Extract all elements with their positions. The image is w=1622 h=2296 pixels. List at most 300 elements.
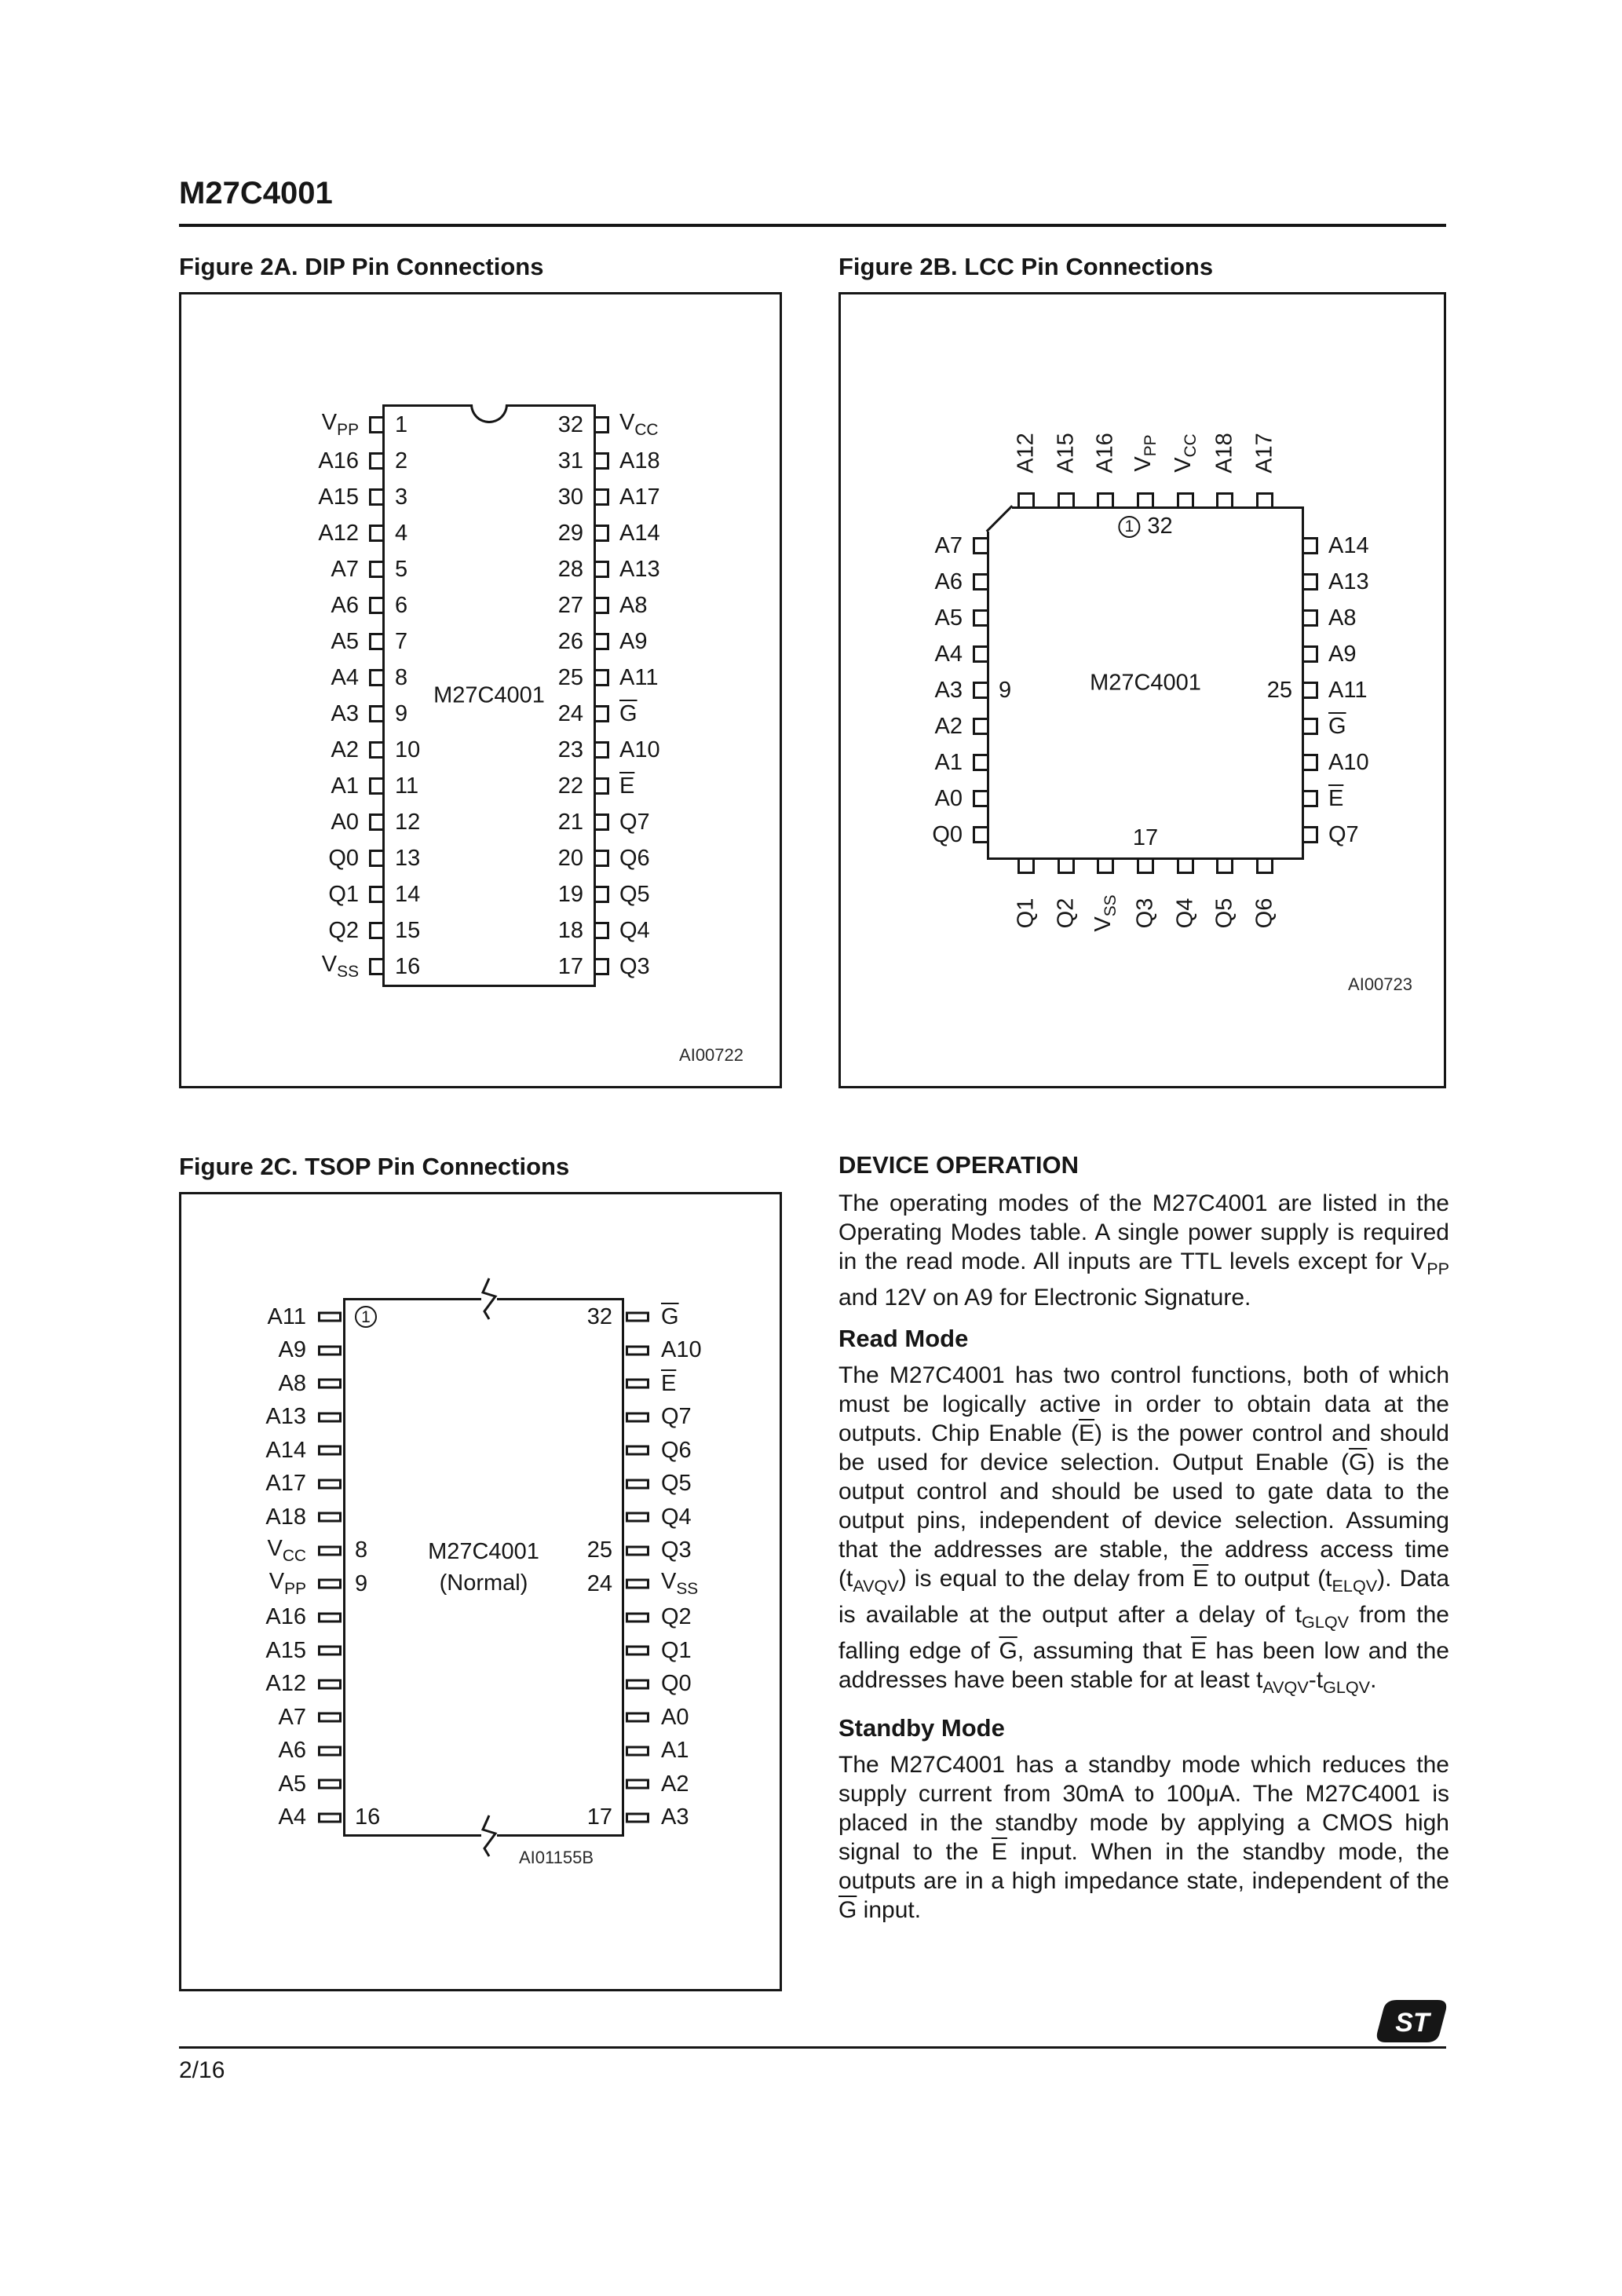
dip-pin-label-left: Q1	[328, 881, 359, 907]
dip-pin-label-left: A0	[331, 809, 359, 835]
tsop-chip-name: M27C4001	[428, 1539, 539, 1564]
lcc-pin-lead-bottom-icon	[1177, 860, 1194, 874]
lcc-top-pin	[1251, 414, 1279, 506]
tsop-pin-label-right: A3	[661, 1804, 689, 1830]
figure-2a-note: AI00722	[679, 1045, 743, 1065]
lcc-pin-lead-right-icon	[1304, 609, 1318, 627]
tsop-pin-row	[278, 1334, 702, 1368]
dip-pin-number-right: 32	[557, 411, 583, 437]
lcc-pin-label-bottom: $V_{SS}$	[1090, 894, 1120, 932]
tsop-pin-number-right: 32	[586, 1303, 612, 1329]
dip-pin-lead-right-icon	[596, 561, 609, 578]
tsop-pin-lead-left-icon	[318, 1612, 342, 1622]
lcc-bottom-pin	[1091, 860, 1120, 952]
figure-2c-note: AI01155B	[519, 1848, 594, 1867]
dip-pin-row	[318, 515, 660, 551]
figure-2b-lcc-diagram	[838, 292, 1446, 1088]
dip-pin-number-right: 26	[557, 628, 583, 654]
dip-pin-row	[331, 804, 650, 840]
tsop-pin-label-right: Q6	[661, 1437, 692, 1463]
dip-pin-lead-right-icon	[596, 597, 609, 614]
dip-pin-row	[331, 587, 648, 623]
lcc-bottom-pin	[1052, 860, 1080, 952]
lcc-pin32-number: 32	[1147, 514, 1173, 539]
dip-pin-label-left: A15	[318, 484, 359, 510]
dip-pin-lead-right-icon	[596, 886, 609, 903]
tsop-pin-row	[265, 1401, 692, 1435]
tsop-pin-label-left: A11	[267, 1303, 306, 1329]
tsop-pin-lead-right-icon	[626, 1345, 649, 1355]
device-operation-heading: DEVICE OPERATION	[838, 1151, 1080, 1179]
dip-pin-label-left: $V_{PP}$	[321, 410, 359, 439]
tsop-pin-row	[278, 1735, 689, 1768]
tsop-pin-lead-right-icon	[626, 1446, 649, 1456]
dip-pin-lead-right-icon	[596, 525, 609, 542]
dip-pin-label-left: Q0	[328, 845, 359, 871]
lcc-pin-lead-right-icon	[1304, 645, 1318, 663]
tsop-pin-label-left: A8	[278, 1370, 306, 1396]
lcc-pin-lead-left-icon	[973, 790, 987, 807]
dip-pin-number-right: 17	[557, 953, 583, 979]
dip-pin-lead-right-icon	[596, 922, 609, 939]
lcc-pin-label-bottom: Q1	[1013, 898, 1039, 929]
dip-pin-number-left: 15	[395, 917, 421, 943]
tsop-pin-lead-left-icon	[318, 1746, 342, 1756]
tsop-pin-label-left: A13	[265, 1404, 306, 1430]
tsop-pin-row	[269, 1567, 699, 1601]
tsop-pin-lead-left-icon	[318, 1545, 342, 1556]
lcc-pin-lead-right-icon	[1304, 573, 1318, 590]
tsop-pin-lead-left-icon	[318, 1312, 342, 1322]
lcc-pin-lead-left-icon	[973, 609, 987, 627]
dip-pin-label-left: A2	[331, 737, 359, 762]
tsop-pin-label-right: A10	[661, 1337, 702, 1363]
lcc-bottom-pin	[1131, 860, 1160, 952]
dip-pin-number-right: 29	[557, 520, 583, 546]
dip-pin-number-left: 13	[395, 845, 421, 871]
lcc-top-pin	[1211, 414, 1239, 506]
lcc-pin-label-top: A17	[1251, 433, 1277, 473]
lcc-pin-label-top: $V_{PP}$	[1131, 434, 1160, 472]
dip-pin-label-left: A3	[331, 700, 359, 726]
pin1-circle-icon: 1	[355, 1306, 377, 1328]
lcc-pin-row	[934, 564, 1369, 600]
dip-pin-lead-right-icon	[596, 633, 609, 650]
tsop-pin-lead-left-icon	[318, 1512, 342, 1523]
dip-pin-row	[321, 407, 659, 443]
tsop-pin-label-right: Q4	[661, 1504, 692, 1530]
tsop-pin-lead-right-icon	[626, 1412, 649, 1422]
dip-pin-label-right: $\overline{E}$	[619, 773, 635, 799]
lcc-pin-lead-top-icon	[1256, 492, 1273, 506]
lcc-pin-lead-right-icon	[1304, 754, 1318, 771]
dip-pin-number-right: 27	[557, 592, 583, 618]
dip-pin-number-left: 7	[395, 628, 408, 654]
lcc-chip-label: M27C4001	[1090, 670, 1201, 696]
dip-pin-lead-right-icon	[596, 452, 609, 470]
lcc-pin-lead-right-icon	[1304, 718, 1318, 735]
tsop-pin-row	[278, 1768, 689, 1801]
lcc-pin-label-bottom: Q6	[1251, 898, 1277, 929]
dip-pin-number-left: 3	[395, 484, 408, 510]
tsop-pin-lead-right-icon	[626, 1646, 649, 1656]
lcc-pin-lead-left-icon	[973, 573, 987, 590]
lcc-top-pin	[1012, 414, 1040, 506]
st-logo	[1375, 1998, 1448, 2045]
lcc-pin-label-top: A15	[1053, 433, 1079, 473]
lcc-pin-lead-right-icon	[1304, 682, 1318, 699]
lcc-pin-label-bottom: Q5	[1211, 898, 1237, 929]
tsop-pin-label-right: Q3	[661, 1537, 692, 1563]
lcc-top-pin	[1131, 414, 1160, 506]
tsop-pin-label-right: A2	[661, 1771, 689, 1797]
tsop-pin-lead-right-icon	[626, 1312, 649, 1322]
footer-rule	[179, 2046, 1446, 2049]
tsop-pin-row	[265, 1634, 692, 1668]
pin1-circle-icon: 1	[1118, 516, 1140, 538]
lcc-pin-label-right: A8	[1328, 605, 1357, 631]
dip-pin-number-left: 5	[395, 556, 408, 582]
tsop-pin-label-left: A12	[265, 1671, 306, 1697]
lcc-pin-label-left: A5	[934, 605, 963, 631]
lcc-pin-label-left: Q0	[932, 821, 963, 847]
lcc-chip-body	[932, 506, 1369, 860]
tsop-pin-row	[278, 1701, 689, 1735]
dip-pin-number-right: 25	[557, 664, 583, 690]
tsop-pin-row	[265, 1601, 692, 1635]
dip-pin-number-left: 14	[395, 881, 421, 907]
tsop-pin-lead-right-icon	[626, 1479, 649, 1489]
lcc-pin-label-right: A9	[1328, 641, 1357, 667]
figure-2c-tsop-diagram	[179, 1192, 782, 1991]
tsop-pin-lead-left-icon	[318, 1379, 342, 1389]
figure-2a-dip-diagram	[179, 292, 782, 1088]
tsop-pin-label-left: A15	[265, 1637, 306, 1663]
tsop-pin-number-right: 25	[586, 1537, 612, 1563]
dip-pin-label-right: A17	[619, 484, 660, 510]
dip-pin-label-left: A6	[331, 592, 359, 618]
dip-chip-label: M27C4001	[433, 682, 545, 708]
dip-pin-lead-right-icon	[596, 850, 609, 867]
tsop-pin-label-left: A18	[265, 1504, 306, 1530]
dip-pin-label-right: Q5	[619, 881, 650, 907]
lcc-pin-row	[934, 636, 1357, 672]
dip-pin-lead-left-icon	[369, 813, 382, 831]
lcc-pin-lead-top-icon	[1058, 492, 1075, 506]
lcc-pin-label-top: A16	[1092, 433, 1118, 473]
dip-pin-label-right: Q3	[619, 953, 650, 979]
dip-pin-row	[331, 660, 659, 696]
page-number: 2/16	[179, 2057, 225, 2083]
dip-pin-lead-left-icon	[369, 633, 382, 650]
dip-pin-label-right: A8	[619, 592, 648, 618]
lcc-pin-label-bottom: Q4	[1172, 898, 1198, 929]
lcc-pin-lead-bottom-icon	[1256, 860, 1273, 874]
dip-pin-lead-left-icon	[369, 705, 382, 722]
lcc-pin-number-right: 25	[1266, 677, 1292, 703]
tsop-pin-label-right: $\overline{G}$	[661, 1303, 679, 1329]
tsop-pin-lead-right-icon	[626, 1612, 649, 1622]
lcc-pin-label-right: $\overline{E}$	[1328, 785, 1344, 811]
tsop-pin-row	[278, 1367, 677, 1401]
lcc-pin-lead-left-icon	[973, 645, 987, 663]
lcc-pin-label-right: Q7	[1328, 821, 1359, 847]
dip-pin-label-right: A14	[619, 520, 660, 546]
lcc-pin-row	[934, 781, 1344, 817]
dip-pin-label-right: Q7	[619, 809, 650, 835]
lcc-pin-lead-top-icon	[1017, 492, 1035, 506]
dip-pin-row	[318, 443, 660, 479]
tsop-pin-number-right: 24	[586, 1570, 612, 1596]
lcc-pin-label-top: $V_{CC}$	[1170, 433, 1200, 473]
dip-pin-lead-left-icon	[369, 850, 382, 867]
lcc-pin-label-left: A6	[934, 569, 963, 594]
tsop-pin-label-left: $V_{CC}$	[267, 1535, 306, 1565]
tsop-pin-lead-left-icon	[318, 1713, 342, 1723]
dip-pin-number-right: 28	[557, 556, 583, 582]
dip-pin-lead-left-icon	[369, 597, 382, 614]
dip-pin-row	[331, 623, 648, 660]
dip-pin-lead-left-icon	[369, 777, 382, 795]
dip-pin-lead-right-icon	[596, 705, 609, 722]
dip-pin-label-left: $V_{SS}$	[321, 952, 359, 981]
figure-2b-note: AI00723	[1348, 974, 1412, 994]
tsop-pin-number-left: 9	[355, 1570, 368, 1596]
dip-pin-label-left: A7	[331, 556, 359, 582]
tsop-pin-label-right: A1	[661, 1738, 689, 1764]
st-logo-text: ST	[1395, 2008, 1430, 2038]
tsop-pin-label-left: A17	[265, 1471, 306, 1497]
device-operation-section	[838, 1151, 1449, 1931]
tsop-pin-lead-left-icon	[318, 1812, 342, 1823]
tsop-pin-number-right: 17	[586, 1804, 612, 1830]
dip-pin-lead-left-icon	[369, 669, 382, 686]
lcc-pin-row	[934, 708, 1346, 744]
dip-pin-label-right: A18	[619, 448, 660, 473]
lcc-pin-lead-bottom-icon	[1058, 860, 1075, 874]
tsop-pin-number-left	[345, 1306, 377, 1328]
dip-pin-lead-left-icon	[369, 452, 382, 470]
page-title: M27C4001	[179, 176, 1446, 227]
tsop-pin-label-right: A0	[661, 1704, 689, 1730]
lcc-pin-lead-top-icon	[1137, 492, 1154, 506]
dip-pin-label-right: A10	[619, 737, 660, 762]
tsop-pin-row	[267, 1534, 692, 1568]
tsop-pin-lead-right-icon	[626, 1746, 649, 1756]
tsop-pin-lead-right-icon	[626, 1679, 649, 1689]
dip-pin-number-right: 21	[557, 809, 583, 835]
tsop-pin-row	[278, 1801, 689, 1835]
dip-pin-label-left: A4	[331, 664, 359, 690]
dip-pin-lead-right-icon	[596, 958, 609, 975]
dip-pin-number-left: 6	[395, 592, 408, 618]
read-mode-body: The M27C4001 has two control functions, both of which must be logically active in order to obtain data at the outputs. Chip Enable $(\overline{E})$ is the power control and should be used for device selection. Output Enable $(\overline{G})$ is the output control and should be used to gate data to the output pins, independent of device selection. Assuming that the addresses are stable, the address access time $(t_{AVQV})$ is equal to the delay from $\overline{E}$ to output $(t_{ELQV})$. Data is available at the output after a delay of $t_{GLQV}$ from the falling edge of $\overline{G}$, assuming that $\overline{E}$ has been low and the addresses have been stable for at least $t_{AVQV}-t_{GLQV}$.	[838, 1362, 1450, 1697]
dip-pin-row	[321, 949, 650, 985]
lcc-top-pins	[1012, 414, 1279, 506]
tsop-pin-label-left: A6	[278, 1738, 306, 1764]
figure-2a-title: Figure 2A. DIP Pin Connections	[179, 253, 544, 280]
dip-pin-lead-left-icon	[369, 488, 382, 506]
lcc-pin-lead-top-icon	[1177, 492, 1194, 506]
lcc-pin-lead-right-icon	[1304, 790, 1318, 807]
tsop-pin-lead-left-icon	[318, 1646, 342, 1656]
dip-pin-label-right: $V_{CC}$	[619, 410, 659, 439]
dip-pin-number-left: 8	[395, 664, 408, 690]
figure-2b-title: Figure 2B. LCC Pin Connections	[838, 253, 1214, 280]
dip-pin-lead-right-icon	[596, 669, 609, 686]
lcc-pin-label-left: A7	[934, 532, 963, 558]
tsop-pin-label-left: A4	[278, 1804, 306, 1830]
tsop-pin-lead-left-icon	[318, 1345, 342, 1355]
dip-pin-row	[318, 479, 660, 515]
tsop-pin-lead-right-icon	[626, 1713, 649, 1723]
tsop-pin-lead-left-icon	[318, 1679, 342, 1689]
dip-pin-number-right: 18	[557, 917, 583, 943]
dip-pin-lead-left-icon	[369, 525, 382, 542]
dip-pin-number-right: 22	[557, 773, 583, 799]
lcc-pin-lead-left-icon	[973, 718, 987, 735]
tsop-pin-label-right: Q0	[661, 1671, 692, 1697]
tsop-pin-lead-right-icon	[626, 1812, 649, 1823]
lcc-pin-label-top: A12	[1013, 433, 1039, 473]
dip-pin-number-left: 9	[395, 700, 408, 726]
lcc-top-pin	[1091, 414, 1120, 506]
lcc-pin-number-left: 9	[999, 677, 1012, 703]
lcc-pin-row	[934, 600, 1357, 636]
dip-pin-lead-left-icon	[369, 958, 382, 975]
dip-pin-lead-left-icon	[369, 561, 382, 578]
lcc-pin-row	[934, 744, 1369, 781]
lcc-bottom-pin	[1171, 860, 1200, 952]
tsop-chip-variant: (Normal)	[439, 1570, 528, 1596]
lcc-pin-lead-left-icon	[973, 754, 987, 771]
tsop-pin-row	[265, 1434, 692, 1468]
lcc-pin-label-bottom: Q2	[1053, 898, 1079, 929]
tsop-pin-lead-right-icon	[626, 1379, 649, 1389]
tsop-pin-label-left: A16	[265, 1604, 306, 1630]
dip-chip-body	[318, 404, 660, 987]
lcc-pin-lead-right-icon	[1304, 537, 1318, 554]
lcc-pin-label-left: A1	[934, 749, 963, 775]
lcc-bottom-pins	[1012, 860, 1279, 952]
dip-pin-lead-right-icon	[596, 741, 609, 759]
tsop-pin-label-left: A7	[278, 1704, 306, 1730]
dip-pin-number-right: 30	[557, 484, 583, 510]
tsop-pin-label-right: $V_{SS}$	[661, 1569, 699, 1599]
tsop-pin-label-left: A9	[278, 1337, 306, 1363]
lcc-pin-label-right: A13	[1328, 569, 1369, 594]
tsop-pin-lead-left-icon	[318, 1779, 342, 1790]
dip-pin-label-left: A1	[331, 773, 359, 799]
lcc-pin17-number: 17	[1132, 825, 1159, 850]
tsop-pin-lead-left-icon	[318, 1446, 342, 1456]
lcc-pin-label-right: A11	[1328, 677, 1368, 703]
dip-pin-label-left: A16	[318, 448, 359, 473]
dip-pin-label-right: $\overline{G}$	[619, 700, 637, 726]
tsop-chip-body	[265, 1298, 702, 1837]
dip-pin-number-right: 24	[557, 700, 583, 726]
tsop-pin-lead-right-icon	[626, 1512, 649, 1523]
lcc-pin-label-right: A14	[1328, 532, 1369, 558]
dip-pin-number-right: 19	[557, 881, 583, 907]
tsop-pin-number-left: 16	[355, 1804, 381, 1830]
lcc-top-pin	[1171, 414, 1200, 506]
tsop-pin-lead-left-icon	[318, 1412, 342, 1422]
lcc-pin-label-right: A10	[1328, 749, 1369, 775]
tsop-pin-label-left: $V_{PP}$	[269, 1569, 306, 1599]
tsop-pin-label-left: A5	[278, 1771, 306, 1797]
tsop-pin-row	[265, 1501, 692, 1534]
tsop-pin-label-left: A14	[265, 1437, 306, 1463]
dip-pin-number-right: 31	[557, 448, 583, 473]
tsop-pin-row	[265, 1468, 692, 1501]
lcc-bottom-pin	[1251, 860, 1279, 952]
tsop-pin-row	[265, 1668, 692, 1702]
lcc-top-pin	[1052, 414, 1080, 506]
lcc-pin-row	[934, 528, 1369, 564]
dip-pin-label-right: A13	[619, 556, 660, 582]
dip-pin-label-left: Q2	[328, 917, 359, 943]
tsop-pin-lead-right-icon	[626, 1579, 649, 1589]
dip-pin-number-left: 2	[395, 448, 408, 473]
dip-pin-number-right: 20	[557, 845, 583, 871]
dip-pin-row	[331, 732, 660, 768]
lcc-pin-label-left: A0	[934, 785, 963, 811]
dip-pin-lead-left-icon	[369, 741, 382, 759]
standby-mode-heading: Standby Mode	[838, 1714, 1005, 1742]
dip-pin-label-right: Q6	[619, 845, 650, 871]
lcc-pin-lead-right-icon	[1304, 826, 1318, 843]
dip-pin-lead-right-icon	[596, 813, 609, 831]
dip-pin-row	[331, 551, 660, 587]
lcc-pin-lead-bottom-icon	[1017, 860, 1035, 874]
lcc-pin-lead-left-icon	[973, 826, 987, 843]
tsop-pin-lead-right-icon	[626, 1545, 649, 1556]
dip-pin-row	[331, 696, 637, 732]
lcc-pin-lead-top-icon	[1097, 492, 1114, 506]
tsop-pin-number-left: 8	[355, 1537, 368, 1563]
dip-pin-lead-left-icon	[369, 922, 382, 939]
tsop-pin-label-right: Q5	[661, 1471, 692, 1497]
dip-pin-row	[328, 840, 650, 876]
dip-pin-row	[328, 876, 650, 912]
tsop-pin-lead-left-icon	[318, 1579, 342, 1589]
dip-pin-number-left: 11	[395, 773, 419, 799]
lcc-pin-label-left: A2	[934, 713, 963, 739]
dip-pin-number-left: 10	[395, 737, 421, 762]
dip-pin-lead-right-icon	[596, 488, 609, 506]
tsop-pin-label-right: Q7	[661, 1404, 692, 1430]
tsop-pin-lead-left-icon	[318, 1479, 342, 1489]
dip-pin-lead-left-icon	[369, 416, 382, 433]
read-mode-heading: Read Mode	[838, 1325, 969, 1352]
dip-pin-label-left: A5	[331, 628, 359, 654]
lcc-pin-lead-left-icon	[973, 682, 987, 699]
lcc-pin-label-right: $\overline{G}$	[1328, 713, 1346, 739]
dip-pin-lead-right-icon	[596, 777, 609, 795]
figure-2c-title: Figure 2C. TSOP Pin Connections	[179, 1153, 570, 1180]
tsop-pin-label-right: Q1	[661, 1637, 692, 1663]
dip-pin-number-left: 12	[395, 809, 421, 835]
lcc-pin-lead-bottom-icon	[1097, 860, 1114, 874]
dip-pin-number-right: 23	[557, 737, 583, 762]
standby-mode-body: The M27C4001 has a standby mode which reduces the supply current from 30mA to 100μA. The M27C4001 is placed in the standby mode by applying a CMOS high signal to the $\overline{E}$ input. When in the standby mode, the outputs are in a high impedance state, independent of the $\overline{G}$ input.	[838, 1752, 1450, 1923]
dip-pin-label-left: A12	[318, 520, 359, 546]
lcc-pin-label-left: A3	[934, 677, 963, 703]
lcc-pin-label-top: A18	[1211, 433, 1237, 473]
lcc-pin-lead-bottom-icon	[1216, 860, 1233, 874]
dip-pin-number-left: 4	[395, 520, 408, 546]
